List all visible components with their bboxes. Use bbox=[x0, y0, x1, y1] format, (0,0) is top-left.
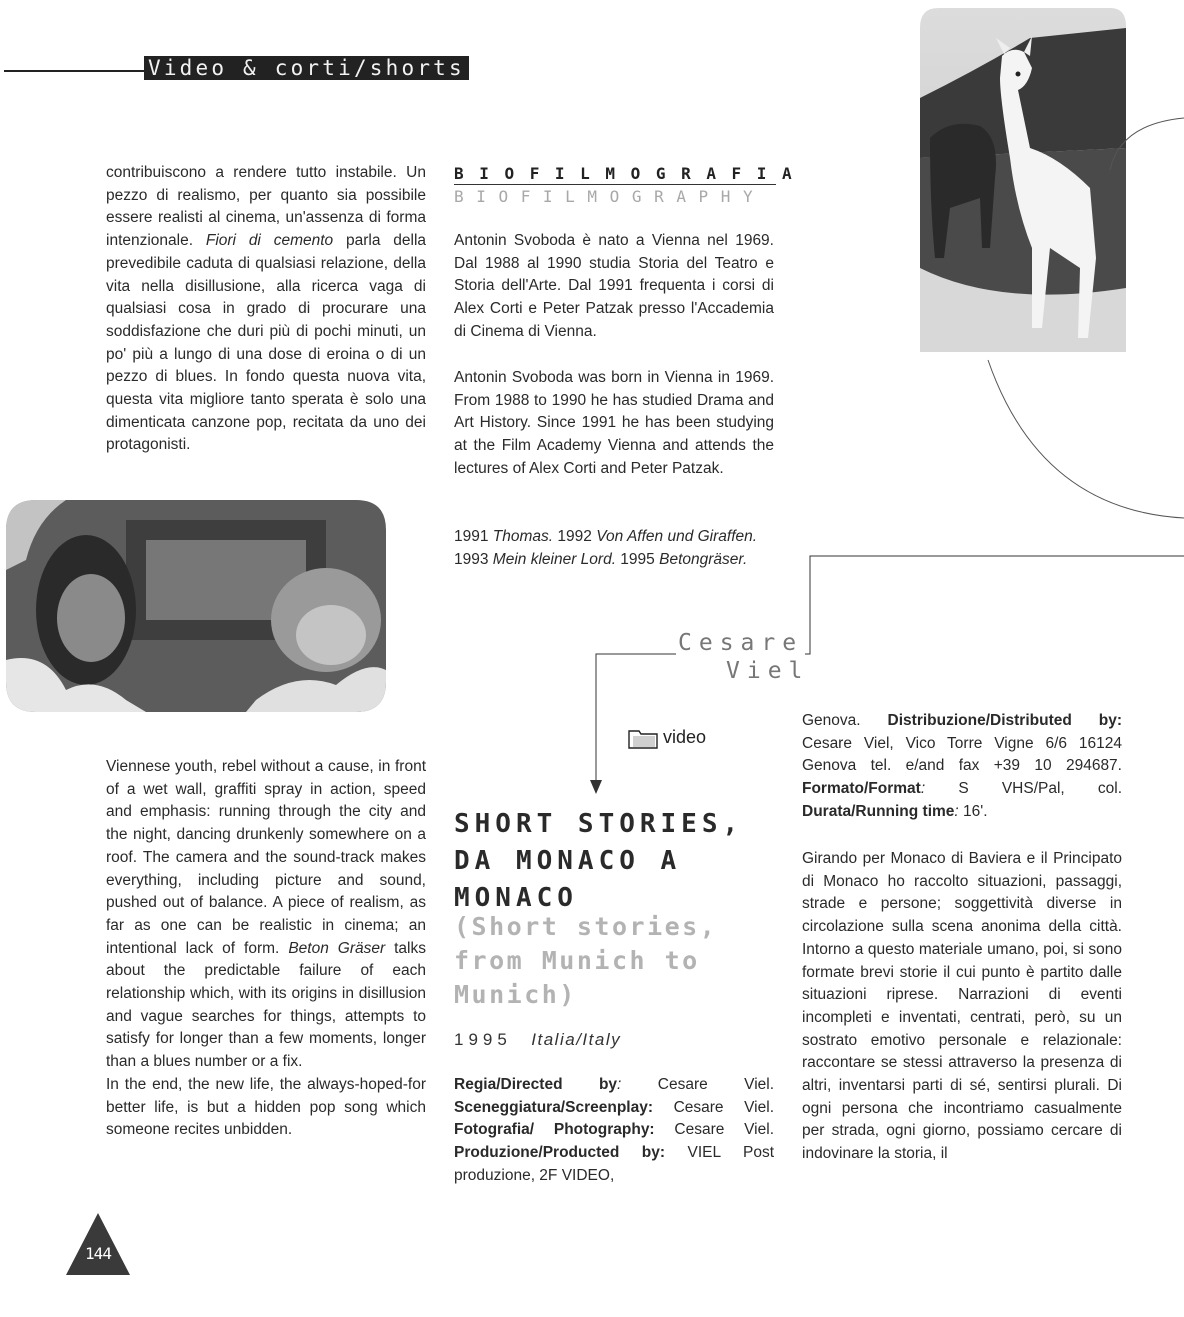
film-still-two-girls bbox=[6, 500, 386, 712]
film-synopsis: Girando per Monaco di Baviera e il Principato di Monaco ho raccolto situazioni, passaggi, strade e persone; soggettività diverse in circolazione sulla scena anonima della città. Intorno a questo materiale umano, poi, si sono formate brevi storie il cui punto è partito dalle situazioni riprese. Narrazioni di eventi incompleti e inventati, centrati, però, su un sostrato emotivo personale e relazionale: raccontare se stessi attraverso la presenza di altri, inventarsi parti di sé, sentirsi plurali. Di ogni persona che incontriamo casualmente per strada, ogni giorno, possiamo cercare di indovinare la storia, il bbox=[802, 850, 1122, 1163]
film-title-english-line: Munich) bbox=[454, 980, 577, 1009]
biography-subtitle: BIOFILMOGRAPHY bbox=[454, 187, 766, 206]
page-number: 144 bbox=[85, 1244, 111, 1263]
film-credits-continued: Genova. Distribuzione/Distributed by: Cesare Viel, Vico Torre Vigne 6/6 16124 Genova tel. e/and fax +39 10 294687. Formato/Format: S VHS/Pal, col. Durata/Running time: 16'. bbox=[802, 712, 1122, 820]
film-title-line: SHORT STORIES, bbox=[454, 809, 744, 839]
film-credits: Regia/Directed by: Cesare Viel. Sceneggiatura/Screenplay: Cesare Viel. Fotografia/ Photography: Cesare Viel. Produzione/Producted by: VIEL Post produzione, 2F VIDEO, bbox=[454, 1076, 775, 1184]
filmography: 1991 Thomas. 1992 Von Affen und Giraffen. 1993 Mein kleiner Lord. 1995 Betongräser. bbox=[454, 528, 758, 568]
decorative-arc bbox=[980, 110, 1184, 520]
author-last-name: Viel bbox=[726, 658, 810, 684]
film-title-english-line: (Short stories, bbox=[454, 912, 718, 941]
film-year-country bbox=[454, 1030, 621, 1050]
header-rule bbox=[4, 70, 146, 72]
format-label: video bbox=[663, 727, 707, 747]
author-first-name: Cesare bbox=[678, 630, 804, 656]
film-title bbox=[454, 806, 774, 917]
biography-english: Antonin Svoboda was born in Vienna in 1969. From 1988 to 1990 he has studied Drama and Art History. Since 1991 he has been studying at the Film Academy Vienna and attends the lectures of Alex Corti and Peter Patzak. bbox=[454, 369, 774, 477]
film-year: 1995 bbox=[454, 1030, 512, 1049]
film-country: Italia/Italy bbox=[531, 1030, 622, 1049]
biography-rule bbox=[454, 184, 776, 185]
biography-title: BIOFILMOGRAFIA bbox=[454, 164, 808, 183]
biography-italian: Antonin Svoboda è nato a Vienna nel 1969. Dal 1988 al 1990 studia Storia del Teatro e Storia dell'Arte. Dal 1991 frequenta i corsi di Alex Corti e Peter Patzak presso l'Accademia di Cinema di Vienna. bbox=[454, 232, 774, 340]
film-title-english bbox=[454, 910, 774, 1012]
film-title-english-line: from Munich to bbox=[454, 946, 700, 975]
folder-icon bbox=[628, 727, 658, 749]
italian-description: contribuiscono a rendere tutto instabile. Un pezzo di realismo, per quanto sia possibile essere realisti al cinema, un'assenza di forma intenzionale. Fiori di cemento parla della prevedibile caduta di qualsiasi relazione, della vita nella disillusione, alla ricerca vaga di qualsiasi cosa in grado di procurare una soddisfazione che duri più di pochi minuti, un po' più a lungo di una dose di eroina o di un pezzo di blues. In fondo questa nuova vita, questa vita migliore tanto sperata è solo una dimenticata canzone pop, recitata da uno dei protagonisti. bbox=[106, 164, 427, 454]
film-title-line: DA MONACO A bbox=[454, 846, 682, 876]
english-description: Viennese youth, rebel without a cause, in front of a wet wall, graffiti spray in action, speed and emphasis: running through the city and the night, dancing drunkenly somewhere on a roof. The camera and the sound-track makes everything, including picture and sound, pushed out of balance. A piece of realism, as far as one can be realistic in cinema; an intentional lack of form. Beton Gräser talks about the predictable failure of each relationship which, with its origins in disillusion and vague searches for things, attempts to satisfy for longer than a few moments, longer than a blues number or a fix. In the end, the new life, the always-hoped-for better life, is but a hidden pop song which someone recites unbidden. bbox=[106, 758, 426, 1139]
film-title-line: MONACO bbox=[454, 883, 578, 913]
section-label: Video & corti/shorts bbox=[144, 56, 469, 80]
format-tag bbox=[628, 727, 706, 749]
